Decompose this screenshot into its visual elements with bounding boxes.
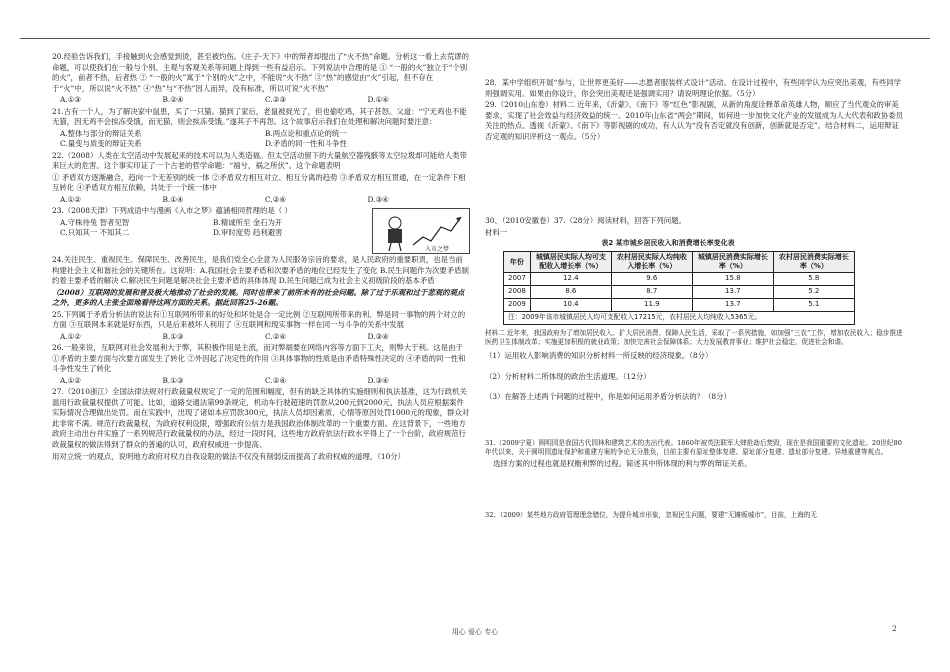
option-a: A.①② xyxy=(60,194,81,204)
option-d: D.①④ xyxy=(367,95,389,105)
right-column xyxy=(485,78,905,522)
question-27-ask: 用对立统一的观点，说明地方政府对权力自我设限的做法不仅没有削弱反而提高了政府权威的道理。（10分） xyxy=(52,451,406,461)
option-c: C.②④ xyxy=(265,331,286,341)
question-22-options xyxy=(52,195,470,206)
question-32-text: 32、（2009）某些地方政府管理理念错位，为提升城市形象，忽视民生问题，要建“无摊贩城市”，目前，上海的无 xyxy=(485,511,817,520)
option-b: B.①④ xyxy=(162,194,184,204)
option-b: B.精诚所至 金石为开 xyxy=(213,217,283,227)
col-urban-consumption: 城镇居民消费实际增长率（%） xyxy=(692,252,773,273)
question-27-text: 27.（2010浙江）全国法律法规对行政裁量权规定了一定的范围和幅度，但有的缺乏具体的实施细则和执法基准，这为行政机关滥用行政裁量权提供了可能。比如，道路交通法第99条规定，机动车行驶超速的罚款从200元到2000元，执法人员应根据案件实际情况合理做出处罚。而在实践中，出现了诸如本应罚款300元，执法人员却因素质、心情等原因处罚1000元的现象，群众对此非常不满。规范行政裁量权，为政府权利设限，增强政府公信力是我国政治体制改革的一个重要方面。在这背景下，一些地方政府主动出台并实施了一系列规范行政裁量权的办法，经过一段时间，这些地方政府依法行政水平得上了一个台阶，政府规范行政裁量权的做法得到了群众的普遍的认可，政府权威进一步提高。 xyxy=(52,387,470,449)
cell: 9.6 xyxy=(611,273,692,286)
cell: 5.8 xyxy=(773,273,854,286)
table-row xyxy=(504,273,855,286)
table-row xyxy=(504,299,855,312)
table-header-row xyxy=(504,252,855,273)
option-d: D.矛盾的同一性和斗争性 xyxy=(265,139,347,149)
cell: 11.9 xyxy=(611,299,692,312)
table-note: 注：2009年该市城镇居民人均可支配收入17215元，农村居民人均纯收入5365元。 xyxy=(504,312,855,325)
col-urban-income: 城镇居民实际人均可支配收入增长率（%） xyxy=(530,252,611,273)
question-30-ask-2: （2）分析材料二所体现的政治生活道理。（12分） xyxy=(485,371,651,381)
option-c: C.②③ xyxy=(265,95,286,105)
question-20-text: 20.经验告诉我们，手接触到火会感觉到烫，甚至被灼伤。《庄子·天下》中的辩者却提出了“火不热”命题。分析这一看上去荒谬的命题，可以使我们在一般与个别、主观与客观关系等问题上得到一些有益启示。下列说法中合理的是 ① “一般的火”独立于“个别的火”，前者不热，后者热 ② “一般的火”寓于“个别的火”之中，不能说“火不热” ③“热”的感觉由“火”引起，但不存在于“火”中，所以说“火不热” ④“热”与“不热”因人而异，没有标准，所以可说“火不热” xyxy=(52,52,470,93)
footer-motto: 用心 爱心 专心 xyxy=(451,628,499,636)
question-31 xyxy=(485,439,905,469)
option-d: D.审时度势 趋利避害 xyxy=(213,228,283,238)
question-23 xyxy=(52,206,470,254)
table-row xyxy=(504,286,855,299)
option-a: A.整体与部分的辩证关系 xyxy=(60,128,142,138)
table-note-row xyxy=(504,312,855,325)
question-26-options xyxy=(52,376,470,387)
question-31-text: 31.（2009宁夏）圆明园是我国古代园林和建筑艺术的杰出代表。1860年被英法联军大肆抢劫后焚毁，现在是我国重要的文化遗址。20世纪80年代以来，关于圆明园遗址保护和重建方案的争论无分胜负，目前主要有原址整体复建、原址部分复建、遗址部分复建、异地重建等观点。 xyxy=(485,438,902,457)
question-30-ask-1: （1）运用收入影响消费的知识分析材料一所反映的经济现象。（8分） xyxy=(485,351,713,361)
question-23-text: 23.（2008天津）下列成语中与漫画《入市之梦》蕴涵相同哲理的是（ ） xyxy=(52,206,292,216)
cell: 10.4 xyxy=(530,299,611,312)
question-22-statements: ① 矛盾双方逐渐融合，趋向一个无差别的统一体 ②矛盾双方相互对立、相互分离的趋势 ③矛盾双方相互贯通，在一定条件下相互转化 ④矛盾双方相互依赖，共处于一个统一体中 xyxy=(52,172,466,193)
question-22 xyxy=(52,151,470,206)
cell: 5.2 xyxy=(773,286,854,299)
cell: 2007 xyxy=(504,273,531,286)
option-c: C.只知其一 不知其二 xyxy=(60,228,130,238)
question-21-options xyxy=(52,129,470,150)
question-23-options xyxy=(52,218,366,239)
material-2-text: 材料二 近年来，我国政府为了增加居民收入、扩大居民消费、保障人民生活，采取了一系列措施，如加强“三农”工作，增加农民收入；稳步推进医药卫生体制改革；实施更加积极的就业政策；加快完善社会保障体系；大力发展教育事业；维护社会稳定，促进社会和谐。 xyxy=(485,328,903,347)
question-22-text: 22.（2008）人类在太空活动中发展起来的技术可以为人类造福。但太空活动留下的大量航空器残骸等太空垃圾却可能给人类带来巨大的危害。这个事实印证了一个古老的哲学命题：“福兮，祸之所伏”。这个命题表明 xyxy=(52,150,467,171)
question-24 xyxy=(52,255,470,309)
question-27 xyxy=(52,387,470,462)
option-d: D.③④ xyxy=(367,331,389,341)
cell: 8.6 xyxy=(530,286,611,299)
header-rule xyxy=(20,38,930,39)
question-26-text: 26.一般来说，互联网对社会发展利大于弊，其积极作用是主流，而对弊端要在网络内容等方面下工夫，则弊大于利。这是由于 ①矛盾的主要方面与次要方面发生了转化 ②外因起了决定性的作用 ③具体事物的性质是由矛盾特殊性决定的 ④矛盾的同一性和斗争性发生了转化 xyxy=(52,343,466,374)
option-d: D.③④ xyxy=(367,194,389,204)
question-21 xyxy=(52,107,470,150)
question-30 xyxy=(485,216,905,403)
question-30-head: 30、（2010安徽卷）37.（28分）阅读材料，回答下列问题。 xyxy=(485,216,686,226)
cell: 8.7 xyxy=(611,286,692,299)
option-b: B.两点论和重点论的统一 xyxy=(265,128,347,138)
question-25-options xyxy=(52,332,470,343)
question-30-ask-3: （3）在解答上述两个问题的过程中，你是如何运用矛盾分析法的？（8分） xyxy=(485,392,731,402)
option-a: A.①③ xyxy=(60,95,81,105)
option-b: B.①③ xyxy=(162,375,184,385)
income-table xyxy=(503,251,855,325)
question-28-text: 28．某中学组织开展“参与，让世界更美好——志愿者服装样式设计”活动。在设计过程中，有些同学认为应突出美观，有些同学则强调实用。如果由你设计，你会突出美观还是强调实用？请说明理论依据。（5分） xyxy=(485,78,902,98)
cell: 2008 xyxy=(504,286,531,299)
question-20-options xyxy=(52,95,470,106)
question-24-text: 24.关注民生、重视民生、保障民生、改善民生，是我们党全心全意为人民服务宗旨的要求，是人民政府的重要职责，也是当前构建社会主义和谐社会的关键所在。这说明：A.我国社会主要矛盾和次要矛盾的地位已经发生了变化 B.民生问题作为次要矛盾制约着主要矛盾的解决 C.解决民生问题是解决社会主要矛盾的具体体现 D.民生问题已成为社会主义初级阶段的基本矛盾 xyxy=(52,255,469,286)
col-rural-consumption: 农村居民消费实际增长率（%） xyxy=(773,252,854,273)
question-31-ask: 选择方案的过程也就是权衡利弊的过程。简述其中所体现的利与弊的辩证关系。 xyxy=(493,458,752,468)
col-rural-income: 农村居民实际人均纯收入增长率（%） xyxy=(611,252,692,273)
option-d: D.③④ xyxy=(367,375,389,385)
cell: 2009 xyxy=(504,299,531,312)
col-year: 年份 xyxy=(504,252,531,273)
option-c: C.②④ xyxy=(265,375,286,385)
question-20 xyxy=(52,52,470,106)
cell: 13.7 xyxy=(692,286,773,299)
option-b: B.②④ xyxy=(162,95,184,105)
cell: 5.1 xyxy=(773,299,854,312)
option-a: A.①② xyxy=(60,375,81,385)
table-title: 表2 某市城乡居民收入和消费增长率变化表 xyxy=(601,239,735,248)
option-c: C.②④ xyxy=(265,194,286,204)
question-25 xyxy=(52,310,470,343)
left-column xyxy=(52,52,470,463)
option-c: C.量变与质变的辩证关系 xyxy=(60,139,142,149)
question-21-text: 21.古有一个人，为了解决家中鼠患，买了一只猫。猫到了家后，老鼠被捉光了，但也偷吃鸡，其子甚怒。父道：“宁无鸡也不能无猫，因无鸡不会挨冻受饿，而无猫，则会挨冻受饿。”遂其子不再怨。这个故事启示我们在处理和解决问题时要注意： xyxy=(52,106,467,127)
cartoon-drawing xyxy=(373,209,469,253)
cell: 12.4 xyxy=(530,273,611,286)
question-25-text: 25.下列属于矛盾分析法的说法有①互联网所带来的好处和坏处是合一定比例 ②互联网所带来的利、弊是同一事物的两个对立的方面 ③互联网本来就是好东西，只是后来被坏人利用了 ④互联网和现实事物一样在同一与斗争的关系中发展 xyxy=(52,309,466,330)
passage-intro: （2008）互联网的发展和普及极大地推动了社会的发展。同时也带来了前所未有的社会问题。除了过于乐观和过于悲观的观点之外，更多的人主张全面地看待这两方面的关系。据此回答25-26题。 xyxy=(52,287,465,308)
cell: 13.7 xyxy=(692,299,773,312)
cartoon-caption: 入市之梦 xyxy=(425,246,450,254)
material-1-label: 材料一 xyxy=(485,227,508,237)
cartoon-image xyxy=(372,208,470,254)
option-a: A.守株待兔 智者见智 xyxy=(60,217,130,227)
cell: 15.8 xyxy=(692,273,773,286)
question-26 xyxy=(52,343,470,386)
question-29-text: 29.（2010山东卷）材料二 近年来，《沂蒙》、《南下》等“红色”影视剧，从新的角度诠释革命英雄人物，顺应了当代观众的审美要求，实现了社会效益与经济效益的统一。2010年山东省“两会”期间，如何进一步加快文化产业的发展成为人大代表和政协委员关注的热点。透视《沂蒙》、《南下》等影视剧的成功，有人认为“没有否定就没有创新，创新就是否定”。结合材料二，运用辩证否定观的知识评析这一观点。（5分） xyxy=(485,100,904,141)
option-a: A.①② xyxy=(60,331,81,341)
option-b: B.①③ xyxy=(162,331,184,341)
page-number: 2 xyxy=(892,624,897,633)
